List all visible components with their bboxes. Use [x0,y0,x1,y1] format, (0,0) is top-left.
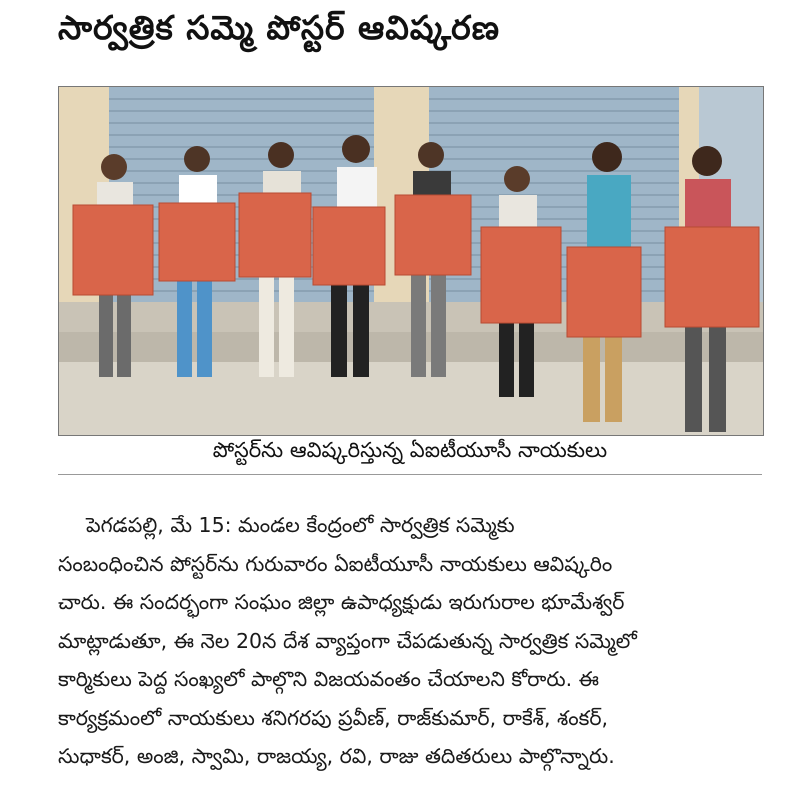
caption-divider [58,474,762,475]
article-body [58,506,762,776]
article-line: చారు. ఈ సందర్భంగా సంఘం జిల్లా ఉపాధ్యక్షుడు ఇరుగురాల భూమేశ్వర్ [58,590,625,614]
headline: సార్వత్రిక సమ్మె పోస్టర్ ఆవిష్కరణ [58,8,500,47]
article-line: కార్మికులు పెద్ద సంఖ్యలో పాల్గొని విజయవంతం చేయాలని కోరారు. ఈ [58,667,600,691]
article-line: సుధాకర్, అంజి, స్వామి, రాజయ్య, రవి, రాజు తదితరులు పాల్గొన్నారు. [58,744,615,768]
photo-caption: పోస్టర్‌ను ఆవిష్కరిస్తున్న ఏఐటీయూసీ నాయకులు [212,438,608,462]
article-line: మాట్లాడుతూ, ఈ నెల 20న దేశ వ్యాప్తంగా చేపడుతున్న సార్వత్రిక సమ్మెలో [58,628,637,653]
article-line: పెగడపల్లి, మే 15: మండల కేంద్రంలో సార్వత్రిక సమ్మెకు [86,513,515,537]
article-line: సంబంధించిన పోస్టర్‌ను గురువారం ఏఐటీయూసీ నాయకులు ఆవిష్కరిం [58,551,613,576]
news-photo [58,86,764,436]
photo-scene [59,87,763,435]
article-line: కార్యక్రమంలో నాయకులు శనిగరపు ప్రవీణ్, రాజ్‌కుమార్, రాకేశ్, శంకర్, [58,705,609,730]
